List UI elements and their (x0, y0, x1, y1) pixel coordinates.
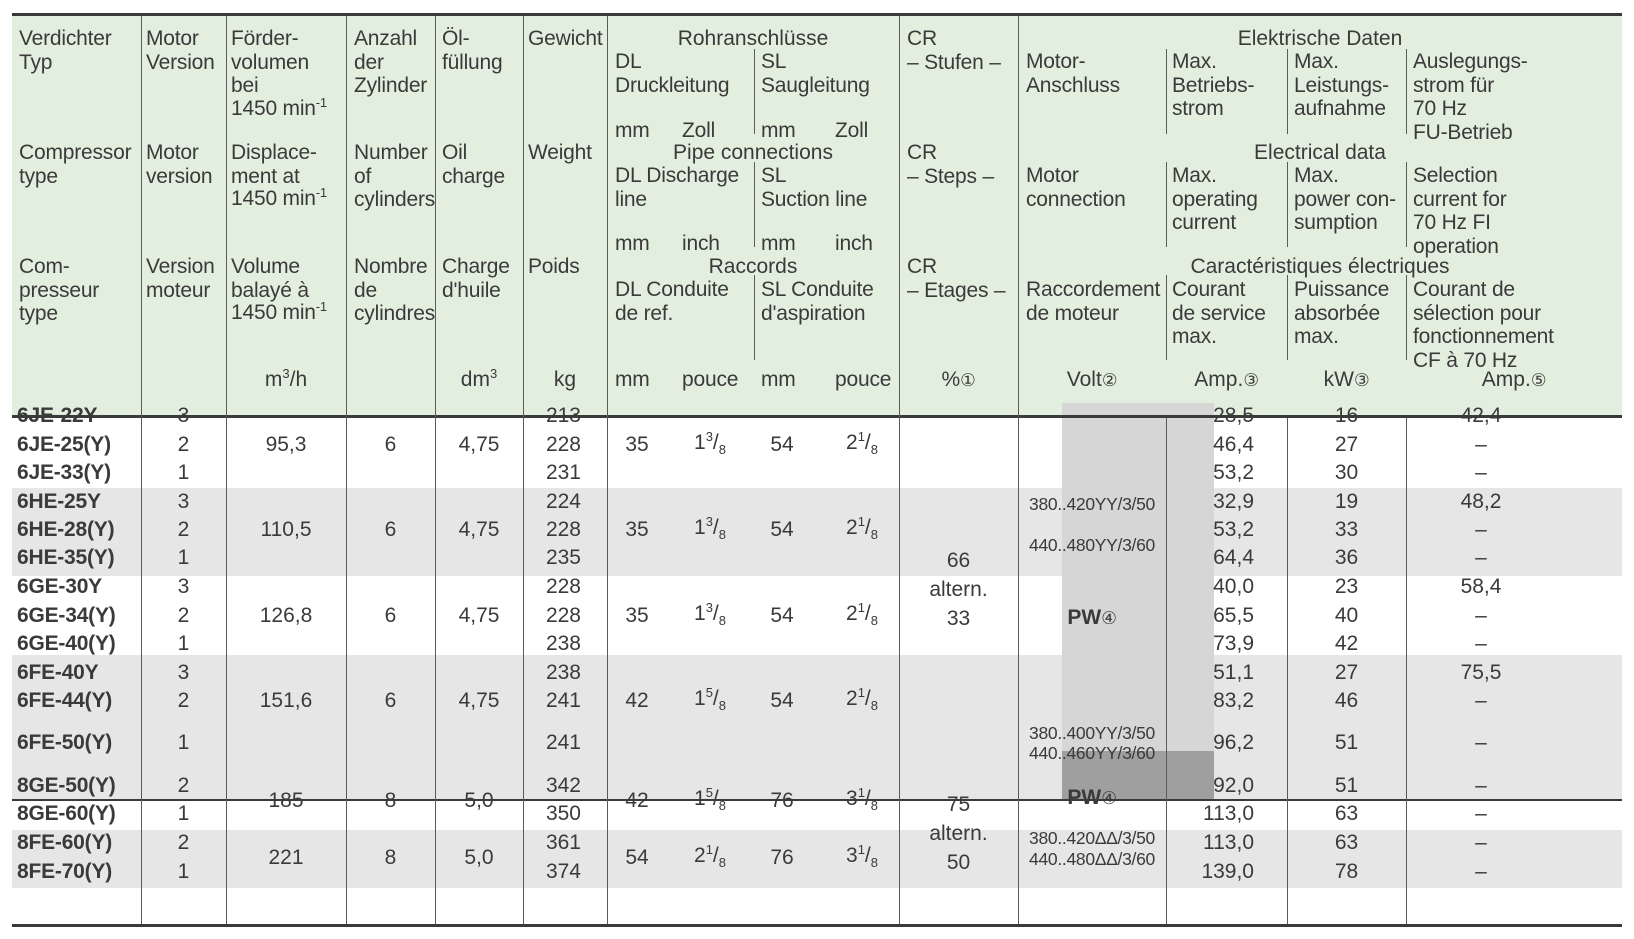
header-max-current-en: Max. operating current (1172, 164, 1258, 234)
voltage-fe50-60hz: 440..460YY/3/60 (1029, 743, 1155, 763)
header-motor-fr: Version moteur (146, 255, 215, 302)
top-rule (12, 13, 1622, 16)
dl-mm-value: 35 (625, 604, 649, 627)
weight-value: 228 (545, 575, 581, 598)
sl-mm-value: 76 (770, 789, 794, 812)
compressor-type: 6GE-40(Y) (17, 632, 116, 655)
weight-value: 342 (545, 774, 581, 797)
bottom-rule (12, 924, 1622, 927)
header-sl-inch-de: Zoll (835, 119, 869, 142)
max-current-value: 46,4 (1213, 433, 1254, 456)
header-sl-en: SL Suction line (761, 164, 868, 211)
dl-mm-value: 42 (625, 789, 649, 812)
column-line (899, 16, 900, 924)
selection-current-value: 42,4 (1460, 404, 1502, 427)
weight-value: 241 (545, 731, 581, 754)
header-dl-inch-en: inch (682, 232, 720, 255)
selection-current-value: 75,5 (1460, 661, 1502, 684)
header-motor-conn-fr: Raccordement de moteur (1026, 278, 1161, 325)
header-displacement-fr: Volume balayé à (231, 255, 309, 302)
motor-version: 3 (177, 490, 190, 513)
max-power-value: 51 (1334, 774, 1359, 797)
motor-version: 1 (177, 546, 190, 569)
sl-mm-value: 54 (770, 604, 794, 627)
weight-value: 374 (545, 860, 581, 883)
header-dl-de: DL Druckleitung (615, 50, 730, 97)
compressor-type: 6HE-25Y (17, 490, 101, 513)
max-current-value: 96,2 (1213, 731, 1254, 754)
cylinders-value: 6 (384, 689, 397, 712)
unit-cr: %① (941, 368, 976, 391)
max-current-value: 51,1 (1213, 661, 1254, 684)
max-current-value: 53,2 (1213, 461, 1254, 484)
header-motor-conn-en: Motor connection (1026, 164, 1126, 211)
max-power-value: 40 (1334, 604, 1359, 627)
column-line (226, 16, 227, 924)
dl-inch-value: $1^5/_8$ (694, 785, 726, 814)
header-speed-fr: 1450 $\min^{-1}$ (231, 299, 327, 324)
selection-current-value: – (1475, 461, 1487, 484)
voltage-six-cyl-60hz: 440..480YY/3/60 (1029, 535, 1155, 555)
motor-version: 1 (177, 802, 190, 825)
oil-value: 4,75 (458, 433, 500, 456)
weight-value: 235 (545, 546, 581, 569)
unit-sl-inch: pouce (835, 368, 892, 391)
compressor-type: 6JE-25(Y) (17, 433, 111, 456)
weight-value: 224 (545, 490, 581, 513)
selection-current-value: – (1475, 831, 1487, 854)
header-max-current-de: Max. Betriebs- strom (1172, 50, 1255, 120)
selection-current-value: – (1475, 689, 1487, 712)
displacement-value: 110,5 (260, 518, 312, 541)
selection-current-value: – (1475, 774, 1487, 797)
voltage-six-cyl-50hz: 380..420YY/3/50 (1029, 494, 1155, 514)
displacement-value: 95,3 (265, 433, 307, 456)
compressor-type: 6FE-44(Y) (17, 689, 113, 712)
dl-inch-value: $1^3/_8$ (694, 514, 726, 543)
unit-volt: Volt② (1066, 368, 1118, 391)
header-elec-group-en: Electrical data (1254, 141, 1386, 164)
header-motor-de: Motor Version (146, 27, 215, 74)
header-compressor-fr: Com- presseur type (19, 255, 100, 325)
motor-version: 2 (177, 774, 190, 797)
selection-current-value: – (1475, 433, 1487, 456)
header-dl-mm-en: mm (615, 232, 650, 255)
max-current-value: 92,0 (1213, 774, 1254, 797)
unit-power: kW③ (1323, 368, 1370, 391)
unit-selection: Amp.⑤ (1481, 368, 1547, 391)
sl-inch-value: $2^1/_8$ (846, 685, 878, 714)
cr-eight-cyl: 75 altern. 50 (929, 793, 988, 874)
header-weight-fr: Poids (528, 255, 580, 278)
sl-inch-value: $2^1/_8$ (846, 429, 878, 458)
header-weight-en: Weight (528, 141, 592, 164)
max-current-value: 53,2 (1213, 518, 1254, 541)
max-current-value: 40,0 (1213, 575, 1254, 598)
header-oil-en: Oil charge (442, 141, 506, 188)
header-elec-group-de: Elektrische Daten (1237, 27, 1403, 50)
displacement-value: 151,6 (259, 689, 313, 712)
unit-dl-mm: mm (615, 368, 650, 391)
header-oil-fr: Charge d'huile (442, 255, 510, 302)
header-selection-de: Auslegungs- strom für 70 Hz FU-Betrieb (1413, 50, 1528, 144)
weight-value: 238 (545, 632, 581, 655)
max-current-value: 65,5 (1213, 604, 1254, 627)
dl-inch-value: $2^1/_8$ (694, 842, 726, 871)
weight-value: 350 (545, 802, 581, 825)
sl-mm-value: 54 (770, 518, 794, 541)
unit-displacement: $m^3/h$ (264, 366, 308, 391)
dl-inch-value: $1^3/_8$ (694, 429, 726, 458)
compressor-type: 6FE-50(Y) (17, 731, 113, 754)
header-divider (1406, 275, 1407, 360)
displacement-value: 126,8 (259, 604, 313, 627)
column-line (346, 16, 347, 924)
header-sl-fr: SL Conduite d'aspiration (761, 278, 874, 325)
compressor-data-table (12, 13, 1622, 928)
sl-inch-value: $2^1/_8$ (846, 600, 878, 629)
selection-current-value: – (1475, 860, 1487, 883)
max-power-value: 78 (1334, 860, 1359, 883)
cylinders-value: 6 (384, 433, 397, 456)
header-divider (1406, 49, 1407, 134)
header-selection-en: Selection current for 70 Hz FI operation (1413, 164, 1507, 258)
oil-value: 5,0 (464, 846, 494, 869)
selection-current-value: – (1475, 546, 1487, 569)
motor-version: 2 (177, 433, 190, 456)
header-compressor-de: Verdichter Typ (19, 27, 112, 74)
selection-current-value: – (1475, 802, 1487, 825)
unit-oil: $dm^3$ (460, 366, 498, 391)
header-max-power-en: Max. power con- sumption (1294, 164, 1396, 234)
header-max-power-fr: Puissance absorbée max. (1294, 278, 1390, 348)
header-sl-inch-en: inch (835, 232, 873, 255)
header-divider (1406, 162, 1407, 247)
max-current-value: 28,5 (1213, 404, 1254, 427)
header-selection-fr: Courant de sélection pour fonctionnement CF à 70 Hz (1413, 278, 1554, 372)
max-power-value: 30 (1334, 461, 1359, 484)
header-speed-de: 1450 $\min^{-1}$ (231, 95, 327, 120)
header-elec-group-fr: Caractéristiques électriques (1190, 255, 1450, 278)
displacement-value: 185 (268, 789, 304, 812)
compressor-type: 8FE-70(Y) (17, 860, 113, 883)
selection-current-value: 58,4 (1460, 575, 1502, 598)
unit-weight: kg (553, 368, 577, 391)
selection-current-value: – (1475, 731, 1487, 754)
oil-value: 4,75 (458, 604, 500, 627)
max-power-value: 33 (1334, 518, 1359, 541)
dl-inch-value: $1^3/_8$ (694, 600, 726, 629)
header-displacement-de: Förder- volumen bei (231, 27, 309, 97)
cylinders-value: 6 (384, 604, 397, 627)
max-current-value: 73,9 (1213, 632, 1254, 655)
max-current-value: 113,0 (1203, 831, 1254, 854)
header-max-power-de: Max. Leistungs- aufnahme (1294, 50, 1389, 120)
max-power-value: 27 (1334, 433, 1359, 456)
header-motor-conn-de: Motor- Anschluss (1026, 50, 1120, 97)
voltage-six-cyl-pw: PW④ (1067, 606, 1117, 629)
cylinders-value: 6 (384, 518, 397, 541)
motor-version: 2 (177, 604, 190, 627)
header-displacement-en: Displace- ment at (231, 141, 317, 188)
header-divider (754, 49, 755, 134)
dl-mm-value: 35 (625, 518, 649, 541)
weight-value: 241 (545, 689, 581, 712)
header-pipe-group-en: Pipe connections (673, 141, 833, 164)
unit-current: Amp.③ (1194, 368, 1259, 391)
weight-value: 228 (545, 433, 581, 456)
motor-version: 2 (177, 518, 190, 541)
compressor-type: 6GE-30Y (17, 575, 102, 598)
motor-version: 1 (177, 731, 190, 754)
compressor-type: 6GE-34(Y) (17, 604, 116, 627)
weight-value: 231 (545, 461, 581, 484)
max-power-value: 46 (1334, 689, 1359, 712)
motor-version: 1 (177, 461, 190, 484)
sl-inch-value: $2^1/_8$ (846, 514, 878, 543)
compressor-type: 8GE-50(Y) (17, 774, 116, 797)
compressor-type: 6JE-33(Y) (17, 461, 111, 484)
motor-version: 1 (177, 860, 190, 883)
motor-version: 2 (177, 831, 190, 854)
max-current-value: 83,2 (1213, 689, 1254, 712)
header-divider (754, 162, 755, 247)
header-cylinders-de: Anzahl der Zylinder (354, 27, 428, 97)
header-dl-fr: DL Conduite de ref. (615, 278, 729, 325)
weight-value: 361 (545, 831, 581, 854)
header-dl-en: DL Discharge line (615, 164, 740, 211)
dl-inch-value: $1^5/_8$ (694, 685, 726, 714)
weight-value: 213 (545, 404, 581, 427)
header-max-current-fr: Courant de service max. (1172, 278, 1266, 348)
sl-inch-value: $3^1/_8$ (846, 842, 878, 871)
compressor-type: 6HE-28(Y) (17, 518, 115, 541)
compressor-type: 8GE-60(Y) (17, 802, 116, 825)
max-current-value: 32,9 (1213, 490, 1254, 513)
max-power-value: 63 (1334, 802, 1359, 825)
header-dl-mm-de: mm (615, 119, 650, 142)
selection-current-value: 48,2 (1460, 490, 1502, 513)
oil-value: 4,75 (458, 518, 500, 541)
motor-version: 2 (177, 689, 190, 712)
compressor-type: 6FE-40Y (17, 661, 99, 684)
header-cylinders-en: Number of cylinders (354, 141, 436, 211)
header-cr-de: CR – Stufen – (907, 27, 1001, 74)
max-power-value: 51 (1334, 731, 1359, 754)
motor-version: 3 (177, 575, 190, 598)
cylinders-value: 8 (384, 846, 397, 869)
header-weight-de: Gewicht (528, 27, 603, 50)
oil-value: 4,75 (458, 689, 500, 712)
max-power-value: 16 (1334, 404, 1359, 427)
sl-inch-value: $3^1/_8$ (846, 785, 878, 814)
header-sl-de: SL Saugleitung (761, 50, 870, 97)
selection-current-value: – (1475, 518, 1487, 541)
unit-sl-mm: mm (761, 368, 796, 391)
voltage-fe50-50hz: 380..400YY/3/50 (1029, 723, 1155, 743)
motor-version: 1 (177, 632, 190, 655)
max-current-value: 113,0 (1203, 802, 1254, 825)
max-power-value: 23 (1334, 575, 1359, 598)
header-cr-en: CR – Steps – (907, 141, 994, 188)
header-divider (1287, 162, 1288, 247)
max-power-value: 42 (1334, 632, 1359, 655)
sl-mm-value: 54 (770, 433, 794, 456)
max-power-value: 19 (1334, 490, 1359, 513)
voltage-eight-cyl-pw: PW④ (1067, 786, 1117, 809)
selection-current-value: – (1475, 604, 1487, 627)
unit-dl-inch: pouce (682, 368, 739, 391)
sl-mm-value: 54 (770, 689, 794, 712)
sl-mm-value: 76 (770, 846, 794, 869)
oil-value: 5,0 (464, 789, 494, 812)
header-divider (1166, 49, 1167, 134)
cylinders-value: 8 (384, 789, 397, 812)
dl-mm-value: 54 (625, 846, 649, 869)
header-oil-de: Öl- füllung (442, 27, 503, 74)
max-power-value: 63 (1334, 831, 1359, 854)
column-line (435, 16, 436, 924)
header-divider (1287, 275, 1288, 360)
motor-version: 3 (177, 404, 190, 427)
header-cr-fr: CR – Etages – (907, 255, 1006, 302)
displacement-value: 221 (268, 846, 304, 869)
weight-value: 238 (545, 661, 581, 684)
motor-version: 3 (177, 661, 190, 684)
header-sl-mm-en: mm (761, 232, 796, 255)
header-divider (1166, 275, 1167, 360)
header-sl-mm-de: mm (761, 119, 796, 142)
header-divider (754, 275, 755, 360)
header-compressor-en: Compressor type (19, 141, 132, 188)
header-pipe-group-fr: Raccords (708, 255, 798, 278)
compressor-type: 8FE-60(Y) (17, 831, 113, 854)
voltage-eight-cyl-60hz: 440..480ΔΔ/3/60 (1029, 849, 1155, 869)
dl-mm-value: 42 (625, 689, 649, 712)
voltage-eight-cyl-50hz: 380..420ΔΔ/3/50 (1029, 828, 1155, 848)
header-cylinders-fr: Nombre de cylindres (354, 255, 436, 325)
header-pipe-group-de: Rohranschlüsse (677, 27, 829, 50)
max-power-value: 27 (1334, 661, 1359, 684)
selection-current-value: – (1475, 632, 1487, 655)
header-divider (1287, 49, 1288, 134)
header-divider (1166, 162, 1167, 247)
compressor-type: 6HE-35(Y) (17, 546, 115, 569)
weight-value: 228 (545, 604, 581, 627)
max-current-value: 139,0 (1201, 860, 1254, 883)
compressor-type: 6JE-22Y (17, 404, 98, 427)
max-current-value: 64,4 (1213, 546, 1254, 569)
header-dl-inch-de: Zoll (682, 119, 716, 142)
weight-value: 228 (545, 518, 581, 541)
header-speed-en: 1450 $\min^{-1}$ (231, 185, 327, 210)
cr-six-cyl: 66 altern. 33 (929, 549, 988, 630)
header-motor-en: Motor version (146, 141, 213, 188)
dl-mm-value: 35 (625, 433, 649, 456)
max-power-value: 36 (1334, 546, 1359, 569)
